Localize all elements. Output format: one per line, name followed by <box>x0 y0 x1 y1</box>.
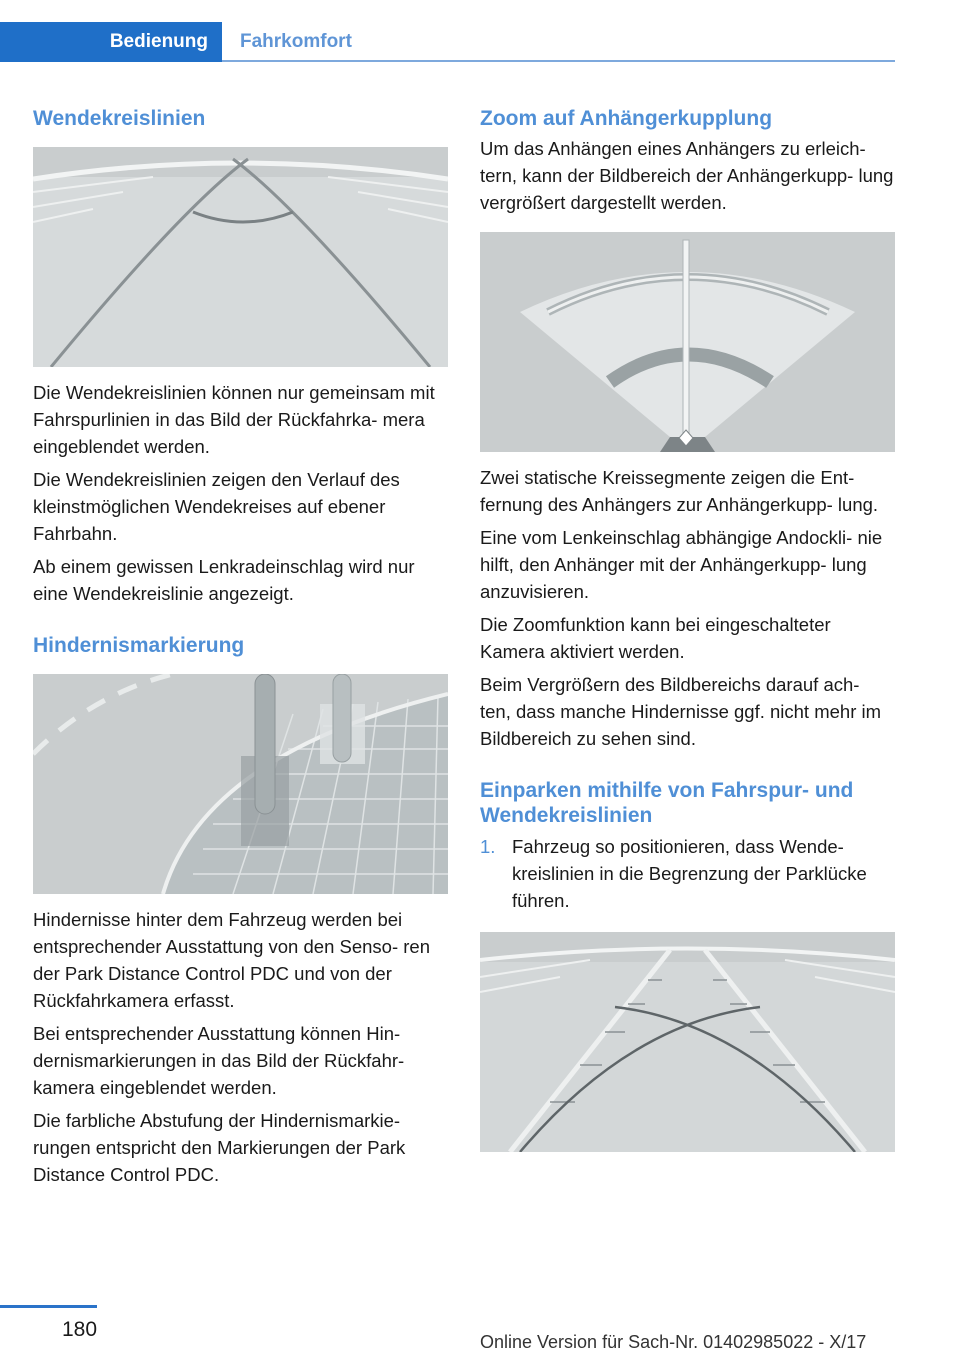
list-text: Fahrzeug so positionieren, dass Wende‐ kreislinien in die Begrenzung der Parklücke führen. <box>512 835 867 911</box>
tab-fahrkomfort[interactable]: Fahrkomfort <box>240 31 352 52</box>
page-header <box>0 0 895 62</box>
paragraph: Die Zoomfunktion kann bei eingeschalteter Kamera aktiviert werden. <box>480 614 831 663</box>
figure-turning-circle-lines <box>33 147 448 367</box>
paragraph: Die farbliche Abstufung der Hindernismarkie‐ rungen entspricht den Markierungen der Park Distance Control PDC. <box>33 1110 406 1186</box>
list-item <box>480 833 895 914</box>
section-title-zoom: Zoom auf Anhängerkupplung <box>480 107 773 130</box>
paragraph: Bei entsprechender Ausstattung können Hin‐ dernismarkierungen in das Bild der Rückfahr‐ kamera eingeblendet werden. <box>33 1023 405 1099</box>
paragraph: Hindernisse hinter dem Fahrzeug werden bei entsprechender Ausstattung von den Senso‐ ren der Park Distance Control PDC und von der Rückfahrkamera erfasst. <box>33 909 430 1012</box>
figure-obstacle-marking <box>33 674 448 894</box>
online-version-text: Online Version für Sach-Nr. 01402985022 - X/17 <box>480 1332 867 1352</box>
section1-body <box>33 379 448 607</box>
section-title-hindernismarkierung: Hindernismarkierung <box>33 634 245 658</box>
section-title-wendekreislinien: Wendekreislinien <box>33 107 206 130</box>
figure-parking-lines <box>480 932 895 1152</box>
tab-bedienung[interactable]: Bedienung <box>0 22 222 62</box>
paragraph: Ab einem gewissen Lenkradeinschlag wird nur eine Wendekreislinie angezeigt. <box>33 556 415 605</box>
paragraph: Um das Anhängen eines Anhängers zu erleich‐ tern, kann der Bildbereich der Anhängerkupp‐ lung vergrößert dargestellt werden. <box>480 138 894 214</box>
paragraph: Die Wendekreislinien können nur gemeinsam mit Fahrspurlinien in das Bild der Rückfahrka‐ mera eingeblendet werden. <box>33 382 435 458</box>
section-title-einparken: Einparken mithilfe von Fahrspur- und Wendekreislinien <box>480 779 854 828</box>
list-number: 1. <box>480 835 496 857</box>
paragraph: Die Wendekreislinien zeigen den Verlauf des kleinstmöglichen Wendekreises auf ebener Fahrbahn. <box>33 469 400 545</box>
section1-body <box>480 464 895 752</box>
section2-body <box>33 906 448 1188</box>
paragraph: Eine vom Lenkeinschlag abhängige Andockli‐ nie hilft, den Anhänger mit der Anhängerkupp‐ lung anzuvisieren. <box>480 527 883 603</box>
footer-divider <box>0 1305 97 1308</box>
figure-trailer-hitch-zoom <box>480 232 895 452</box>
paragraph: Zwei statische Kreissegmente zeigen die Ent‐ fernung des Anhängers zur Anhängerkupp‐ lung. <box>480 467 879 516</box>
left-column <box>33 100 448 1188</box>
page-number: 180 <box>62 1318 98 1341</box>
paragraph: Beim Vergrößern des Bildbereichs darauf ach‐ ten, dass manche Hindernisse ggf. nicht mehr im Bildbereich zu sehen sind. <box>480 674 882 750</box>
right-column <box>480 100 895 1152</box>
header-divider <box>222 60 895 62</box>
